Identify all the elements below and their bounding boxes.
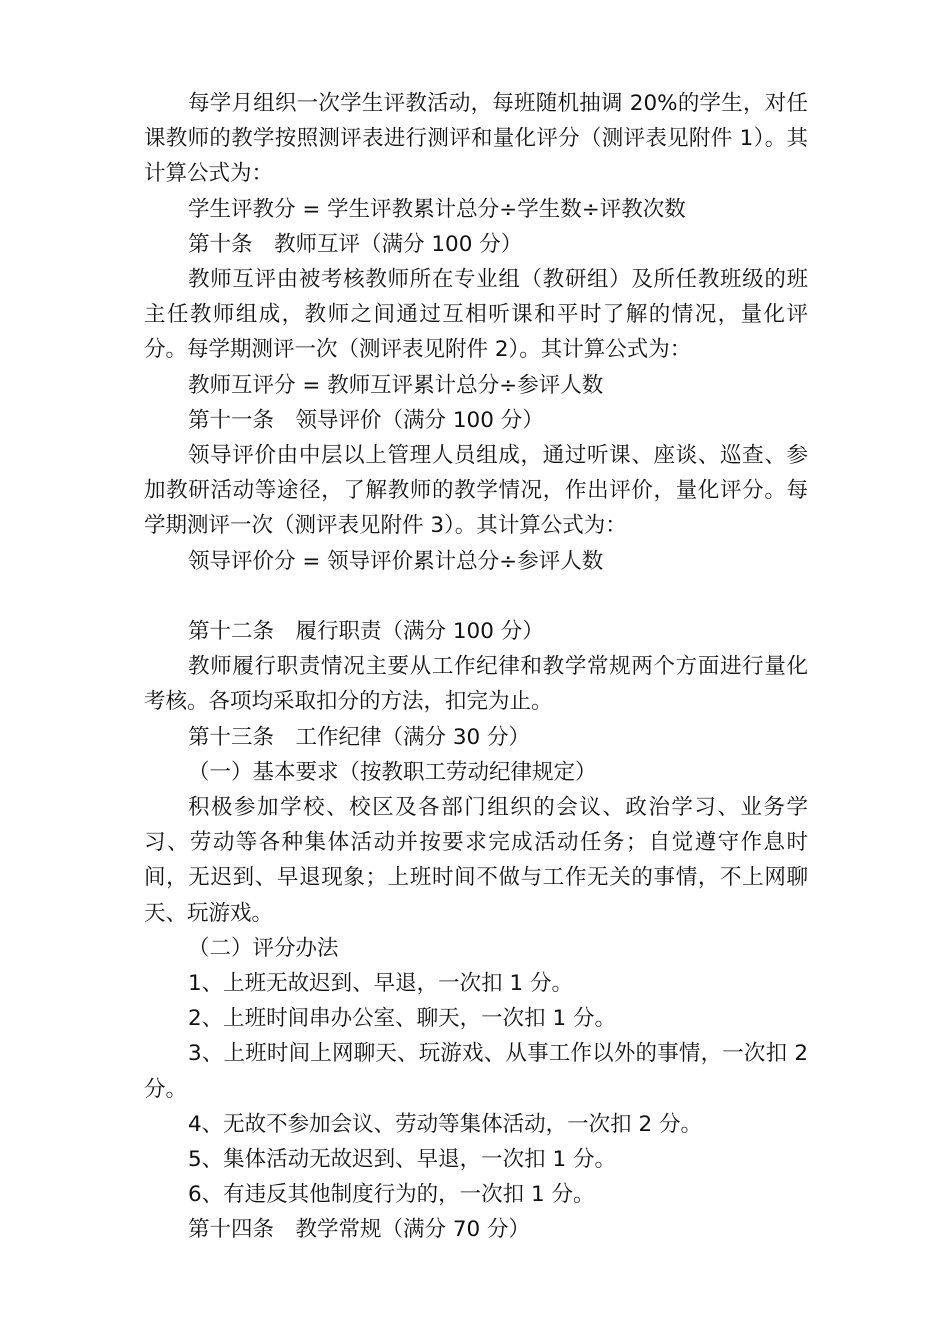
rule-item-2: 2、上班时间串办公室、聊天，一次扣 1 分。: [188, 1006, 617, 1032]
document-body: [144, 86, 815, 1248]
formula-peer-evaluation: 教师互评分 = 教师互评累计总分÷参评人数: [188, 372, 604, 398]
rule-item-5: 5、集体活动无故迟到、早退，一次扣 1 分。: [188, 1147, 617, 1173]
rule-item-1: 1、上班无故迟到、早退，一次扣 1 分。: [188, 971, 574, 997]
section-basic-requirements: （一）基本要求（按教职工劳动纪律规定）: [188, 759, 597, 785]
paragraph-leader-evaluation: 领导评价由中层以上管理人员组成，通过听课、座谈、巡查、参加教研活动等途径，了解教师的教学情况，作出评价，量化评分。每学期测评一次（测评表见附件 3）。其计算公式为：: [144, 443, 808, 539]
rule-item-3: 3、上班时间上网聊天、玩游戏、从事工作以外的事情，一次扣 2 分。: [144, 1041, 815, 1102]
article-13-heading: 第十三条 工作纪律（满分 30 分）: [188, 724, 531, 750]
paragraph-student-evaluation: 每学月组织一次学生评教活动，每班随机抽调 20%的学生，对任课教师的教学按照测评表进行测评和量化评分（测评表见附件 1）。其计算公式为：: [144, 91, 808, 187]
formula-student-evaluation: 学生评教分 = 学生评教累计总分÷学生数÷评教次数: [188, 196, 686, 222]
rule-item-6: 6、有违反其他制度行为的，一次扣 1 分。: [188, 1182, 595, 1208]
rule-item-4: 4、无故不参加会议、劳动等集体活动，一次扣 2 分。: [188, 1111, 703, 1137]
article-12-heading: 第十二条 履行职责（满分 100 分）: [188, 619, 544, 645]
paragraph-duties: 教师履行职责情况主要从工作纪律和教学常规两个方面进行量化考核。各项均采取扣分的方法，扣完为止。: [144, 654, 808, 715]
article-14-heading: 第十四条 教学常规（满分 70 分）: [188, 1217, 531, 1243]
paragraph-requirements: 积极参加学校、校区及各部门组织的会议、政治学习、业务学习、劳动等各种集体活动并按要求完成活动任务；自觉遵守作息时间，无迟到、早退现象；上班时间不做与工作无关的事情，不上网聊天、玩游戏。: [144, 795, 808, 926]
blank-line: [144, 579, 808, 614]
formula-leader-evaluation: 领导评价分 = 领导评价累计总分÷参评人数: [188, 548, 604, 574]
article-11-heading: 第十一条 领导评价（满分 100 分）: [188, 407, 544, 433]
section-scoring-method: （二）评分办法: [188, 935, 339, 961]
paragraph-peer-evaluation: 教师互评由被考核教师所在专业组（教研组）及所任教班级的班主任教师组成，教师之间通过互相听课和平时了解的情况，量化评分。每学期测评一次（测评表见附件 2）。其计算公式为：: [144, 267, 808, 363]
article-10-heading: 第十条 教师互评（满分 100 分）: [188, 231, 523, 257]
